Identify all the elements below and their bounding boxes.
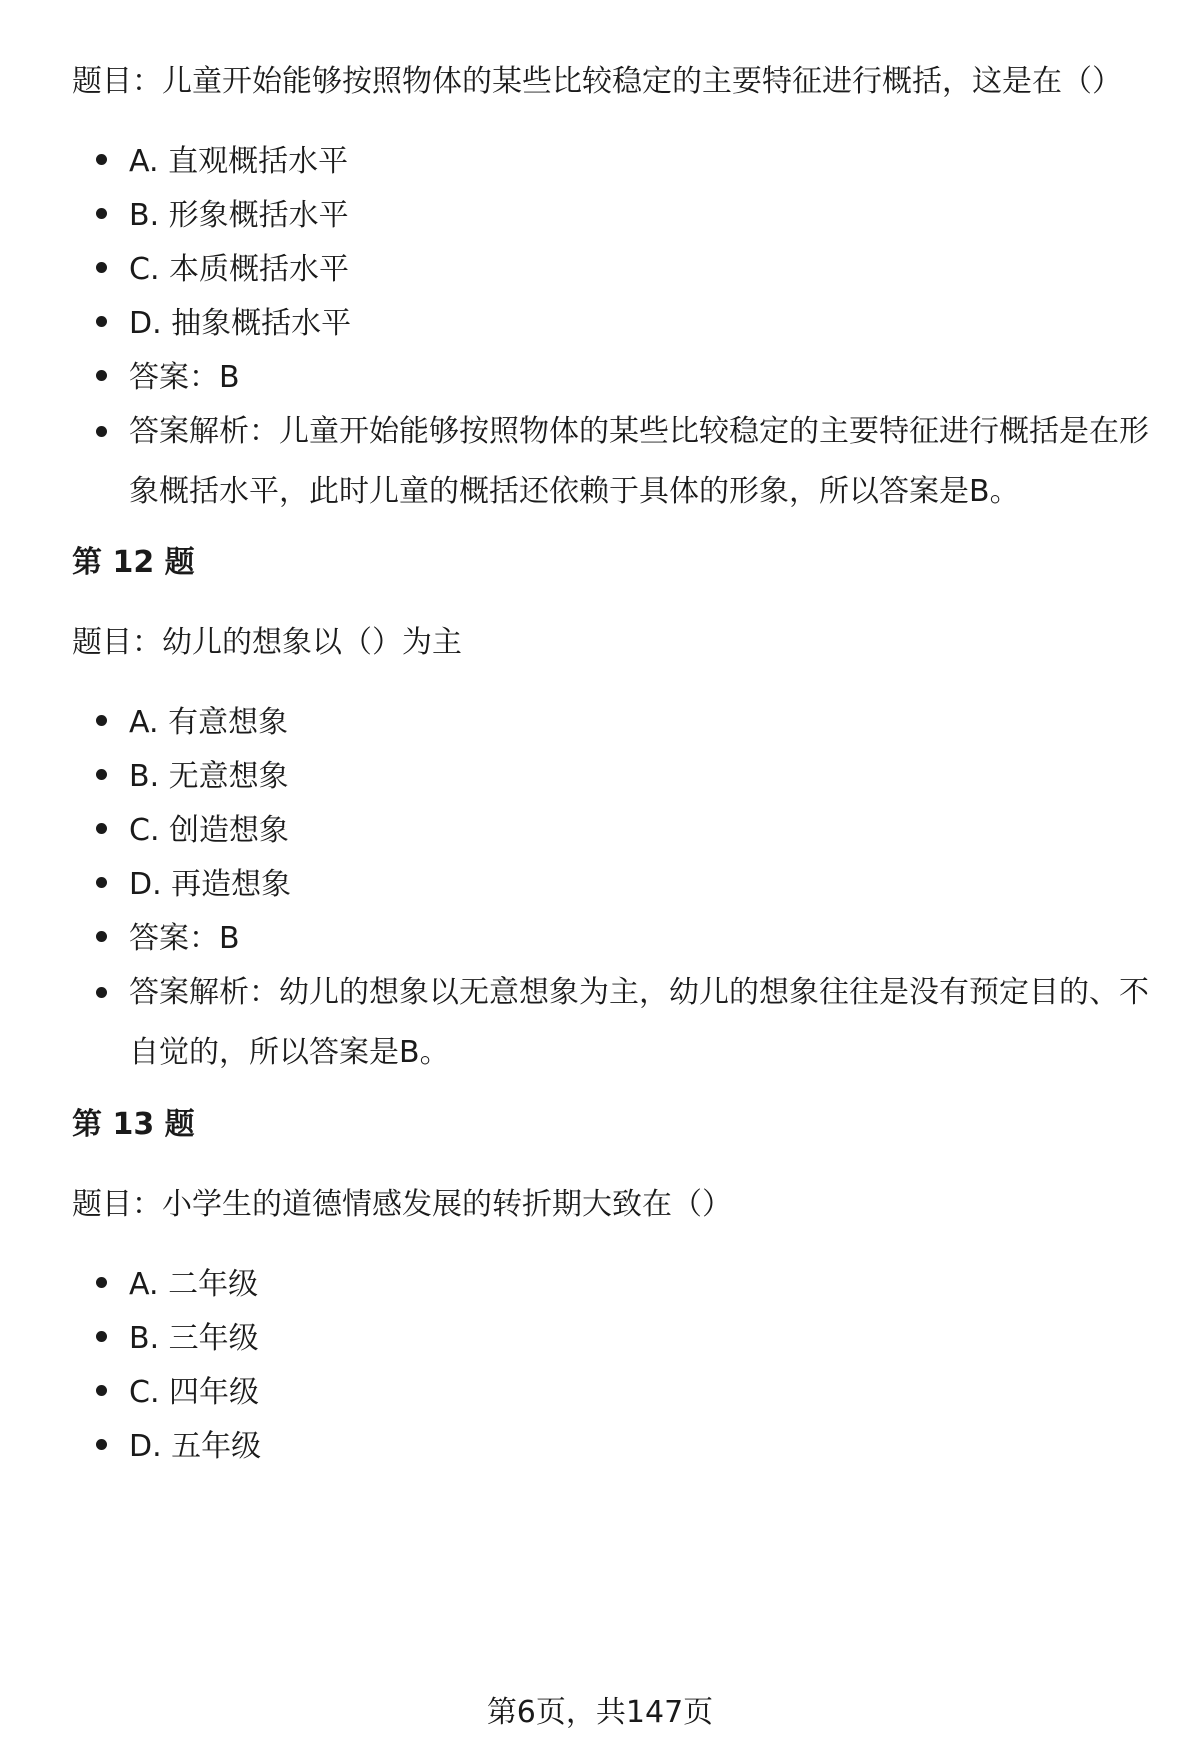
q13-option-b: B. 三年级 bbox=[96, 1319, 259, 1359]
bullet-icon bbox=[96, 987, 107, 998]
q11-option-a: A. 直观概括水平 bbox=[96, 142, 348, 182]
bullet-icon bbox=[96, 1385, 107, 1396]
q12-explanation bbox=[96, 963, 1166, 1083]
q13-heading: 第 13 题 bbox=[72, 1107, 195, 1142]
bullet-icon bbox=[96, 823, 107, 834]
q11-option-c: C. 本质概括水平 bbox=[96, 250, 349, 290]
bullet-icon bbox=[96, 262, 107, 273]
bullet-icon bbox=[96, 1277, 107, 1288]
q11-answer: 答案：B bbox=[96, 358, 240, 398]
q11-option-b: B. 形象概括水平 bbox=[96, 196, 349, 236]
q12-explanation-text: 答案解析：幼儿的想象以无意想象为主，幼儿的想象往往是没有预定目的、不自觉的，所以答案是B。 bbox=[129, 975, 1149, 1070]
q12-option-c: C. 创造想象 bbox=[96, 811, 289, 851]
bullet-icon bbox=[96, 769, 107, 780]
q12-option-a: A. 有意想象 bbox=[96, 703, 288, 743]
q13-option-a: A. 二年级 bbox=[96, 1265, 258, 1305]
bullet-icon bbox=[96, 715, 107, 726]
bullet-icon bbox=[96, 370, 107, 381]
q12-answer: 答案：B bbox=[96, 919, 240, 959]
bullet-icon bbox=[96, 426, 107, 437]
q13-option-d: D. 五年级 bbox=[96, 1427, 261, 1467]
bullet-icon bbox=[96, 1439, 107, 1450]
q11-explanation-text: 答案解析：儿童开始能够按照物体的某些比较稳定的主要特征进行概括是在形象概括水平，此时儿童的概括还依赖于具体的形象，所以答案是B。 bbox=[129, 414, 1149, 509]
page-number: 第6页，共147页 bbox=[486, 1695, 714, 1730]
q12-option-d: D. 再造想象 bbox=[96, 865, 291, 905]
q12-heading: 第 12 题 bbox=[72, 545, 195, 580]
bullet-icon bbox=[96, 931, 107, 942]
bullet-icon bbox=[96, 316, 107, 327]
bullet-icon bbox=[96, 877, 107, 888]
bullet-icon bbox=[96, 154, 107, 165]
q13-option-c: C. 四年级 bbox=[96, 1373, 259, 1413]
bullet-icon bbox=[96, 208, 107, 219]
q12-stem: 题目：幼儿的想象以（）为主 bbox=[72, 625, 462, 660]
q12-option-b: B. 无意想象 bbox=[96, 757, 289, 797]
bullet-icon bbox=[96, 1331, 107, 1342]
q11-option-d: D. 抽象概括水平 bbox=[96, 304, 351, 344]
q13-stem: 题目：小学生的道德情感发展的转折期大致在（） bbox=[72, 1187, 732, 1222]
q11-stem: 题目：儿童开始能够按照物体的某些比较稳定的主要特征进行概括，这是在（） bbox=[72, 64, 1122, 99]
q11-explanation bbox=[96, 402, 1166, 522]
